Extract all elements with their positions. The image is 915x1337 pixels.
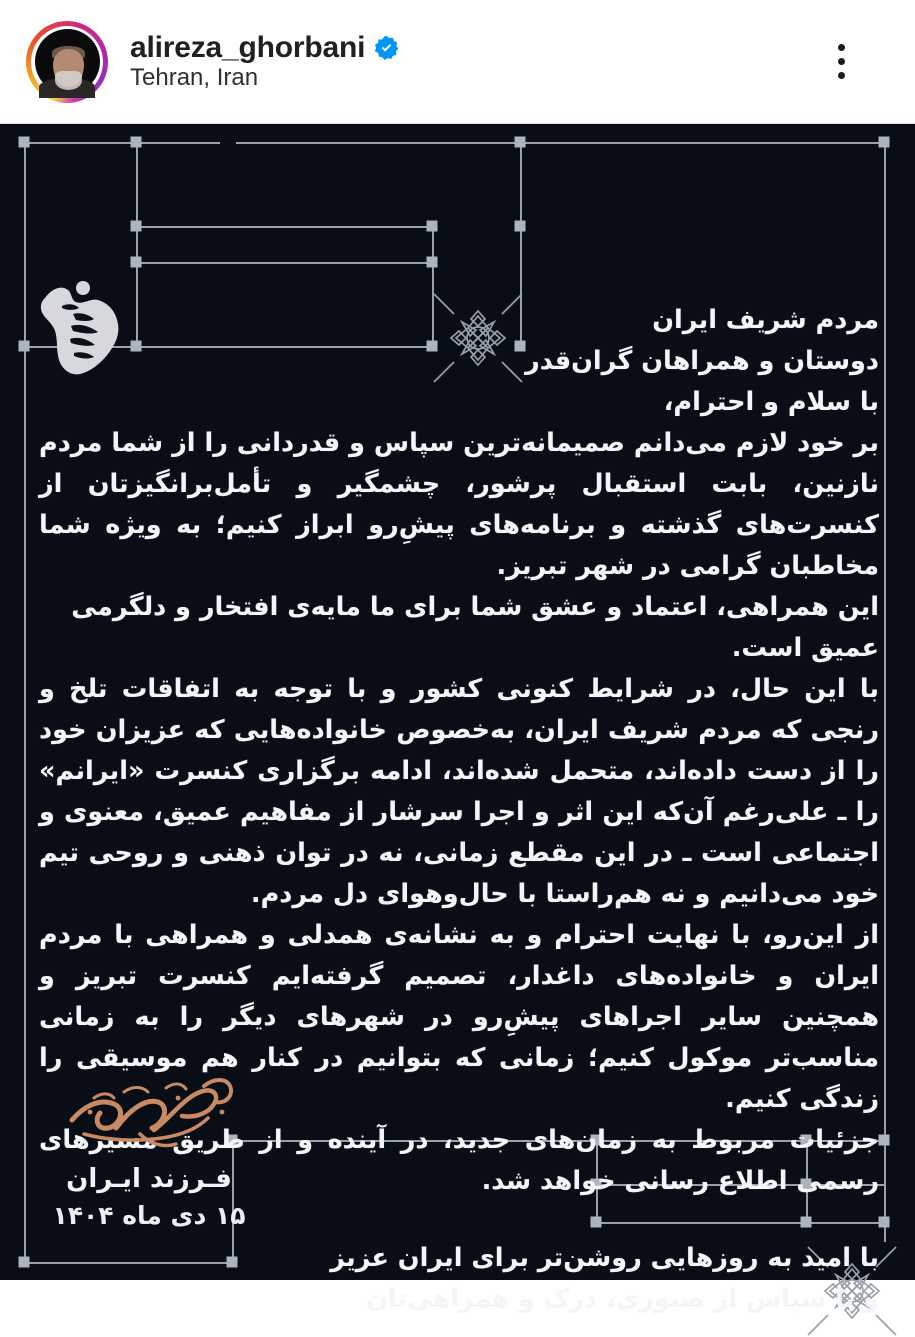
letter-paragraph-4: از این‌رو، با نهایت احترام و به نشانه‌ی همدلی و همراهی با مردم ایران و خانواده‌های داغدار، تصمیم گرفته‌ایم کنسرت تبریز و همچنین سایر اجراهای پیشِ‌رو در شهرهای دیگر را به زمانی مناسب‌تر موکول کنیم؛ زمانی که بتوانیم در کنار هم موسیقی را زندگی کنیم.	[39, 920, 879, 1114]
post-header	[0, 0, 915, 124]
frame-rule-mid-b	[136, 262, 436, 264]
avatar[interactable]	[26, 21, 108, 103]
more-options-icon[interactable]	[817, 34, 865, 90]
letter-paragraph-2: این همراهی، اعتماد و عشق شما برای ما مایه‌ی افتخار و دلگرمی عمیق است.	[71, 592, 879, 663]
verified-badge-icon	[374, 35, 399, 60]
frame-node	[879, 1135, 890, 1146]
letter-paragraph-3: با این حال، در شرایط کنونی کشور و با توجه به اتفاقات تلخ و رنجی که مردم شریف ایران، به‌خصوص خانواده‌هایی که عزیزان خود را از دست داده‌اند، متحمل شده‌اند، ادامه برگزاری کنسرت «ایرانم» را ـ علی‌رغم آن‌که این اثر و اجرا سرشار از مفاهیم عمیق، معنوی و اجتماعی است ـ در این مقطع زمانی، نه در توان ذهنی و روحی تیم خود می‌دانیم و نه هم‌راستا با حال‌وهوای دل مردم.	[39, 674, 879, 909]
closing-line-2: و با سپاس از صبوری، درک و همراهی‌تان	[365, 1284, 879, 1314]
frame-node	[19, 137, 30, 148]
frame-node	[515, 137, 526, 148]
salutation-line-1: مردم شریف ایران	[652, 305, 879, 335]
username-row	[130, 32, 399, 64]
signature-date: ۱۵ دی ماه ۱۴۰۴	[52, 1201, 246, 1230]
frame-rule-top-right	[236, 142, 884, 144]
avatar-ring-inner	[31, 26, 103, 98]
signature-block	[34, 1068, 264, 1234]
post-image[interactable]	[0, 124, 915, 1314]
avatar-photo	[35, 29, 100, 94]
frame-node	[427, 257, 438, 268]
alireza-ghorbani-calligraphic-signature	[54, 1068, 244, 1154]
letter-paragraph-1: بر خود لازم می‌دانم صمیمانه‌ترین سپاس و قدردانی را از شما مردم نازنین، بابت استقبال پرشور، چشمگیر و تأمل‌برانگیزتان از کنسرت‌های گذشته و برنامه‌های پیشِ‌رو ابراز کنیم؛ به ویژه شما مخاطبان گرامی در شهر تبریز.	[39, 428, 879, 581]
frame-node	[131, 257, 142, 268]
salutation-line-2: دوستان و همراهان گران‌قدر	[525, 346, 879, 376]
frame-rule-top-left	[24, 142, 220, 144]
username[interactable]: alireza_ghorbani	[130, 30, 366, 64]
frame-node	[427, 221, 438, 232]
frame-rule-mid-a	[136, 226, 436, 228]
frame-node	[879, 1217, 890, 1228]
letter-paragraph-5: جزئیات مربوط به زمان‌های جدید، در آینده و از طریق مسیرهای رسمی اطلاع رسانی خواهد شد.	[39, 1125, 879, 1196]
closing-line-1: با امید به روزهایی روشن‌تر برای ایران عزیز	[330, 1243, 879, 1273]
frame-node	[19, 1257, 30, 1268]
frame-node	[879, 137, 890, 148]
frame-node	[131, 137, 142, 148]
header-text	[130, 32, 399, 92]
salutation-line-3: با سلام و احترام،	[663, 387, 879, 417]
frame-node	[515, 221, 526, 232]
signature-title: فـرزند ایـران	[66, 1164, 232, 1194]
frame-node	[131, 221, 142, 232]
frame-rule-right	[884, 142, 886, 1242]
frame-rule-left	[24, 142, 26, 1262]
post-location[interactable]: Tehran, Iran	[130, 64, 259, 92]
